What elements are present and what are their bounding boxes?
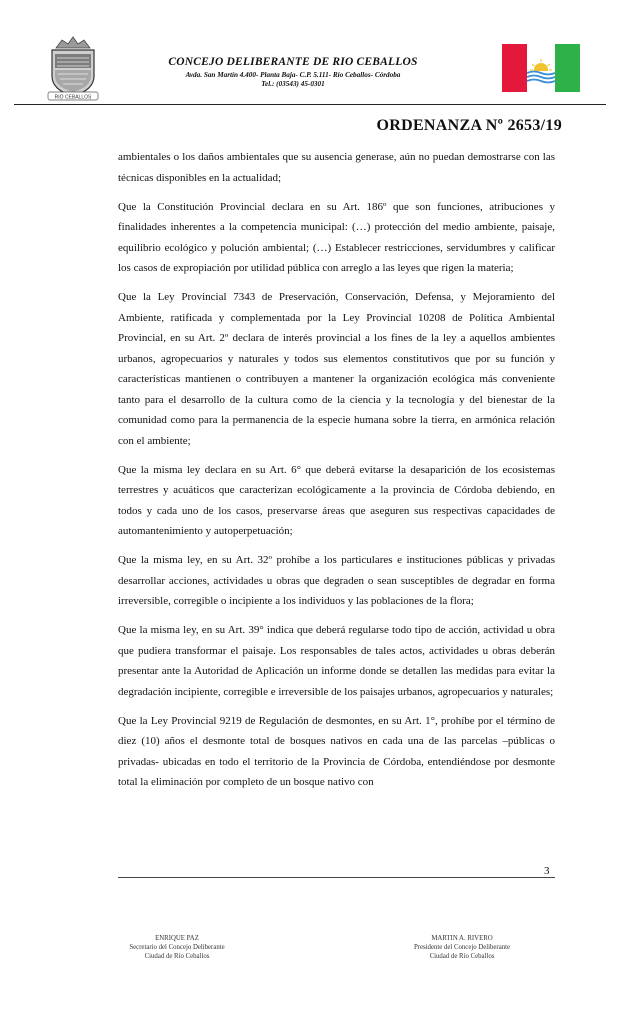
signatory-name: MARTIN A. RIVERO xyxy=(431,935,493,942)
signatory-place: Ciudad de Río Ceballos xyxy=(144,953,210,960)
flag-center-stripe xyxy=(527,44,555,92)
body-paragraph: Que la misma ley, en su Art. 32º prohíbe a los particulares e instituciones públicas y privadas desarrollar acciones, actividades u obras que degraden o sean susceptibles de degradar en forma irreversible, corregible o incipiente a los individuos y las poblaciones de la flora; xyxy=(118,554,555,607)
document-body xyxy=(118,147,555,801)
signatory-role: Secretario del Concejo Deliberante xyxy=(129,944,225,951)
seal-caption: RIO CEBALLOS xyxy=(54,94,92,101)
page-header xyxy=(0,0,622,110)
body-paragraph: Que la misma ley, en su Art. 39° indica que deberá regularse todo tipo de acción, actividad u obra que pudiera transformar el paisaje. Los responsables de tales actos, actividades u obras deberán presentar ante la Autoridad de Aplicación un informe donde se detallen las medidas para evitar la degradación incipiente, corregible e irreversible de los paisajes urbanos, agropecuarios y naturales; xyxy=(118,624,555,698)
signatory-role: Presidente del Concejo Deliberante xyxy=(413,944,511,951)
org-phone: Tel.: (03543) 45-0301 xyxy=(261,80,325,88)
body-paragraph: Que la Constitución Provincial declara en su Art. 186º que son funciones, atribuciones y finalidades inherentes a la competencia municipal: (…) protección del medio ambiente, paisaje, equilibrio ecológico y polución ambiental; (…) Establecer restricciones, servidumbres y calificar los casos de expropiación por utilidad pública con arreglo a las leyes que rigen la materia; xyxy=(118,200,555,274)
org-title: CONCEJO DELIBERANTE DE RIO CEBALLOS xyxy=(168,56,418,68)
body-paragraph: Que la misma ley declara en su Art. 6° que deberá evitarse la desaparición de los ecosistemas terrestres y acuáticos que caracterizan ecológicamente a la provincia de Córdoba debiendo, en todos y cada uno de los casos, preservarse áreas que aseguren sus respectivas capacidades de automantenimiento y autoperpetuación; xyxy=(118,463,555,537)
body-paragraph: Que la Ley Provincial 7343 de Preservación, Conservación, Defensa, y Mejoramiento del Ambiente, ratificada y complementada por la Ley Provincial 10208 de Política Ambiental Provincial, en su Art. 2º declara de interés provincial a los fines de la ley a aquellos ambientes urbanos, agropecuarios y naturales y todos sus elementos constitutivos que por su función y características mantienen o contribuyen a mantener la organización ecológica más conveniente tanto para el desarrollo de la cultura como de la ciencia y la tecnología y del bienestar de la comunidad como para la permanencia de la especie humana sobre la tierra, en armónica relación con el ambiente; xyxy=(118,291,555,447)
flag-sun-water-icon xyxy=(527,44,555,92)
flag-red-stripe xyxy=(502,44,527,92)
ordinance-number: ORDENANZA Nº 2653/19 xyxy=(376,117,562,134)
municipal-seal-logo xyxy=(44,34,102,102)
footer-divider xyxy=(118,877,555,878)
page-number: 3 xyxy=(544,865,550,877)
header-divider xyxy=(14,104,606,105)
flag-green-stripe xyxy=(555,44,580,92)
body-paragraph: Que la Ley Provincial 9219 de Regulación de desmontes, en su Art. 1°, prohíbe por el término de diez (10) años el desmonte total de bosques nativos en cada una de las parcelas –públicas o privadas- ubicadas en todo el territorio de la Provincia de Córdoba, entendiéndose por desmonte total la eliminación por completo de un bosque nativo con xyxy=(118,714,555,788)
signature-block-secretary xyxy=(77,934,277,961)
body-paragraph: ambientales o los daños ambientales que su ausencia generase, aún no puedan demostrarse con las técnicas disponibles en la actualidad; xyxy=(118,151,555,184)
city-flag-logo xyxy=(502,44,580,92)
signatory-place: Ciudad de Río Ceballos xyxy=(429,953,495,960)
signature-block-president xyxy=(362,934,562,961)
org-address: Avda. San Martín 4.400- Planta Baja- C.P. 5.111- Río Ceballos- Córdoba xyxy=(185,71,401,79)
signatory-name: ENRIQUE PAZ xyxy=(155,935,199,942)
